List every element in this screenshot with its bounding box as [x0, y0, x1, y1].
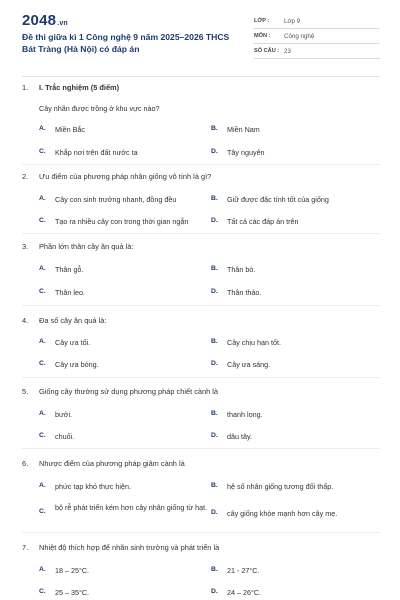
option-letter: D. — [211, 509, 218, 516]
option-text: chuối. — [55, 432, 75, 441]
option-letter: A. — [39, 265, 46, 272]
section-heading: I. Trắc nghiệm (5 điểm) — [39, 83, 120, 92]
option-letter: B. — [211, 338, 218, 345]
logo-main: 2048 — [22, 12, 57, 29]
option-text: Cây con sinh trưởng nhanh, đồng đều — [55, 195, 177, 204]
logo-suffix: .vn — [57, 20, 68, 27]
document-header — [0, 0, 400, 74]
question-3 — [22, 242, 380, 302]
option-letter: A. — [39, 125, 46, 132]
option-letter: C. — [39, 508, 46, 515]
meta-row-count — [254, 44, 380, 59]
option-text: Tất cả các đáp án trên — [227, 217, 299, 226]
header-divider — [22, 76, 380, 77]
option-letter: D. — [211, 588, 218, 595]
option-text: 25 – 35°C. — [55, 588, 90, 597]
option-letter: D. — [211, 432, 218, 439]
option-letter: B. — [211, 566, 218, 573]
meta-row-class — [254, 14, 380, 29]
question-number: 2. — [22, 172, 29, 181]
question-7 — [22, 543, 380, 598]
option-letter: B. — [211, 410, 218, 417]
option-text: Tạo ra nhiều cây con trong thời gian ngắn — [55, 217, 189, 226]
meta-value: Lớp 9 — [284, 17, 301, 25]
option-text: Khắp nơi trên đất nước ta — [55, 148, 138, 157]
option-text: Thân bò. — [227, 265, 256, 274]
meta-row-subject — [254, 29, 380, 44]
option-text: phức tạp khó thực hiện. — [55, 482, 131, 491]
option-text: 24 – 26°C. — [227, 588, 262, 597]
question-text: Phần lớn thân cây ăn quả là: — [39, 242, 134, 251]
option-text: bưởi. — [55, 410, 73, 419]
question-number: 3. — [22, 242, 29, 251]
question-text: Cây nhãn được trồng ở khu vực nào? — [39, 104, 160, 113]
question-separator — [22, 164, 380, 165]
option-text: 18 – 25°C. — [55, 566, 90, 575]
question-5 — [22, 387, 380, 447]
option-letter: C. — [39, 288, 46, 295]
question-number: 5. — [22, 387, 29, 396]
option-text: Cây ưa tối. — [55, 338, 91, 347]
option-letter: D. — [211, 148, 218, 155]
option-letter: C. — [39, 360, 46, 367]
option-text: bộ rễ phát triển kém hơn cây nhân giống từ hạt. — [55, 503, 208, 512]
option-text: Cây chịu hạn tốt. — [227, 338, 281, 347]
question-separator — [22, 532, 380, 533]
option-text: 21 - 27°C. — [227, 566, 260, 575]
question-separator — [22, 305, 380, 306]
meta-label: LỚP : — [254, 18, 270, 24]
question-4 — [22, 316, 380, 376]
option-letter: A. — [39, 338, 46, 345]
option-text: Cây ưa bóng. — [55, 360, 99, 369]
option-text: Cây ưa sáng. — [227, 360, 271, 369]
question-text: Nhược điểm của phương pháp giâm cành là — [39, 459, 185, 468]
option-text: hệ số nhân giống tương đối thấp. — [227, 482, 334, 491]
meta-value: 23 — [284, 47, 291, 55]
question-separator — [22, 233, 380, 234]
option-text: Giữ được đặc tính tốt của giống — [227, 195, 329, 204]
meta-label: MÔN : — [254, 33, 271, 39]
option-text: Miền Bắc — [55, 125, 85, 134]
option-letter: A. — [39, 566, 46, 573]
question-separator — [22, 448, 380, 449]
option-letter: B. — [211, 265, 218, 272]
question-number: 4. — [22, 316, 29, 325]
option-text: Thân thảo. — [227, 288, 262, 297]
exam-title: Đề thi giữa kì 1 Công nghệ 9 năm 2025–2026 THCS Bát Tràng (Hà Nội) có đáp án — [22, 32, 230, 54]
option-text: dâu tây. — [227, 432, 253, 441]
option-letter: C. — [39, 432, 46, 439]
question-separator — [22, 377, 380, 378]
option-letter: C. — [39, 217, 46, 224]
question-number: 1. — [22, 83, 29, 92]
question-text: Ưu điểm của phương pháp nhân giống vô tính là gì? — [39, 172, 212, 181]
option-letter: D. — [211, 217, 218, 224]
question-2 — [22, 172, 380, 232]
option-text: Tây nguyên — [227, 148, 265, 157]
option-letter: B. — [211, 482, 218, 489]
option-letter: B. — [211, 195, 218, 202]
question-text: Đa số cây ăn quả là: — [39, 316, 107, 325]
option-letter: D. — [211, 360, 218, 367]
question-number: 7. — [22, 543, 29, 552]
option-text: Thân gỗ. — [55, 265, 84, 274]
question-text: Giống cây thường sử dụng phương pháp chiết cành là — [39, 387, 219, 396]
site-logo[interactable] — [22, 12, 68, 29]
exam-meta-table — [254, 14, 380, 59]
option-letter: B. — [211, 125, 218, 132]
option-text: cây giống khỏe mạnh hơn cây mẹ. — [227, 509, 338, 518]
option-text: thanh long. — [227, 410, 263, 419]
option-text: Thân leo. — [55, 288, 85, 297]
question-number: 6. — [22, 459, 29, 468]
option-letter: A. — [39, 482, 46, 489]
option-letter: A. — [39, 410, 46, 417]
question-1 — [22, 83, 380, 163]
meta-label: SỐ CÂU : — [254, 48, 280, 54]
option-letter: C. — [39, 148, 46, 155]
question-text: Nhiệt độ thích hợp để nhãn sinh trưởng và phát triển là — [39, 543, 220, 552]
meta-value: Công nghệ — [284, 32, 315, 40]
option-text: Miền Nam — [227, 125, 260, 134]
question-6 — [22, 459, 380, 529]
option-letter: A. — [39, 195, 46, 202]
option-letter: D. — [211, 288, 218, 295]
option-letter: C. — [39, 588, 46, 595]
